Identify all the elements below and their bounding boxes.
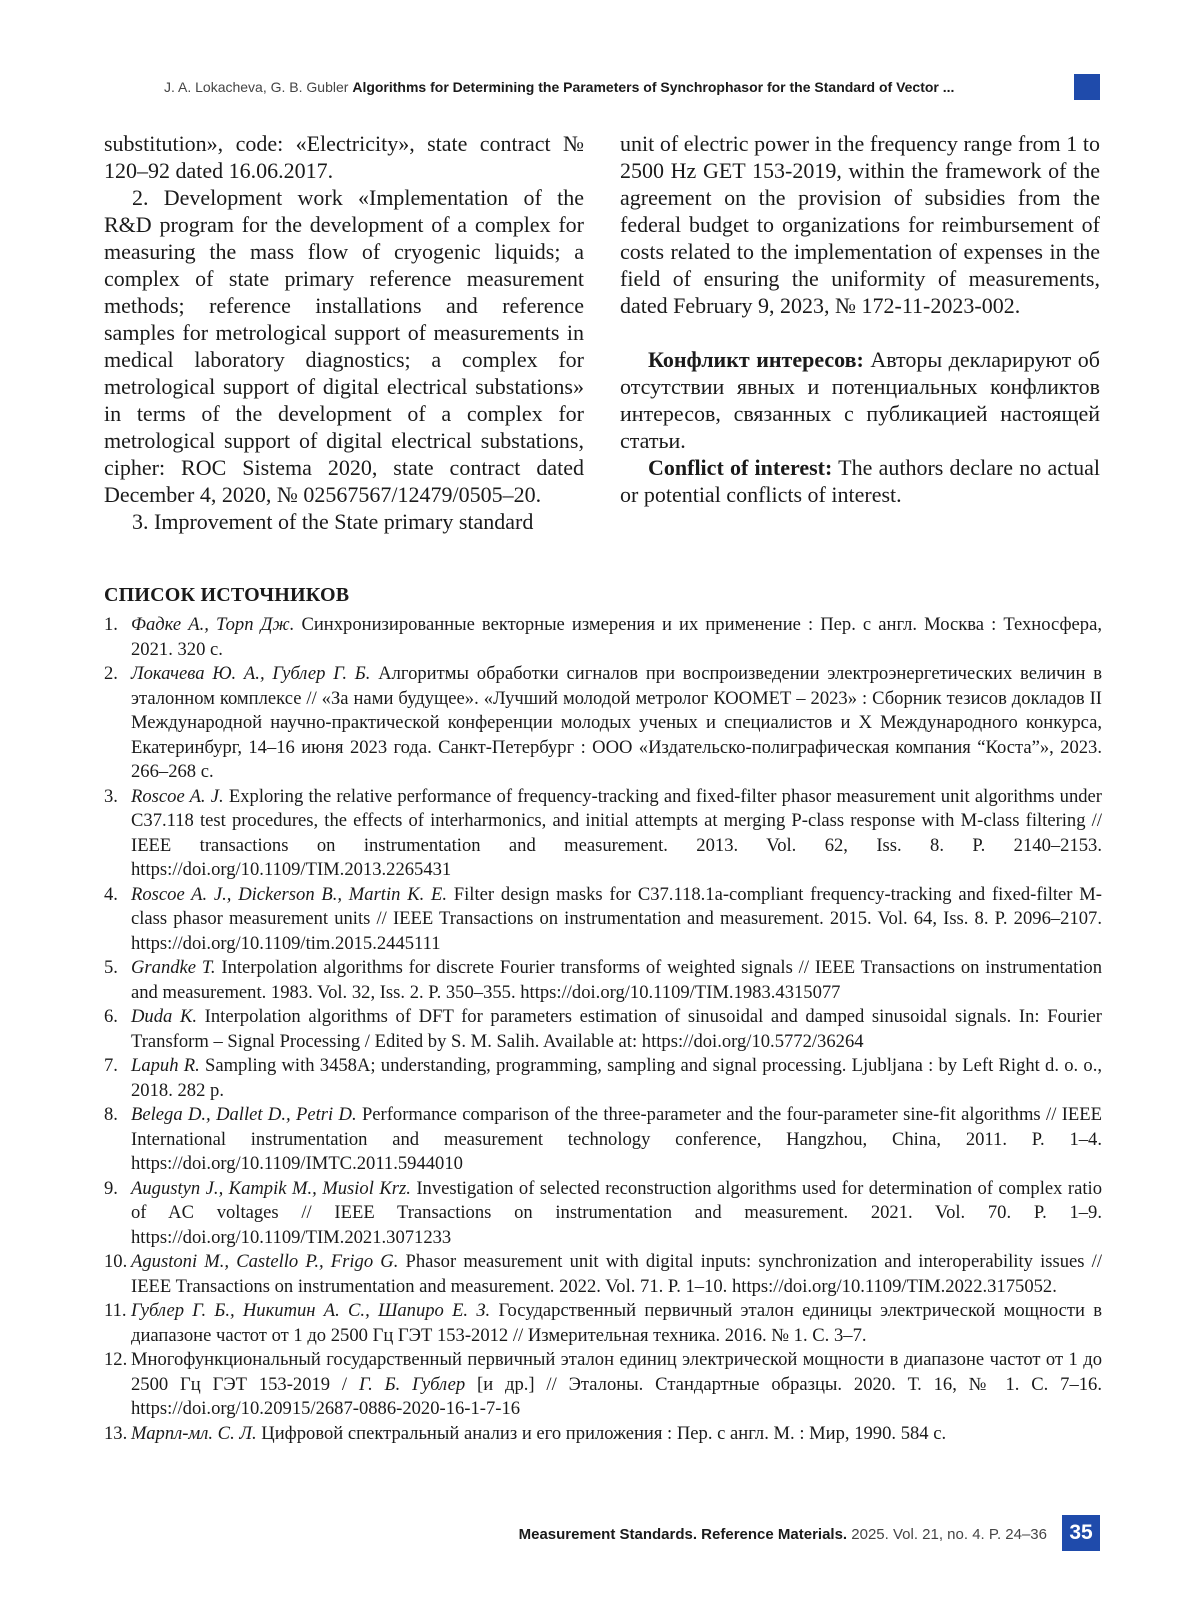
right-column [620, 130, 1100, 508]
reference-number: 6. [104, 1006, 118, 1027]
reference-text: Exploring the relative performance of frequency-tracking and fixed-filter phasor measurement unit algorithms under C37.118 test procedures, the effects of interharmonics, and initial attempts at merging P-class response with M-class filtering // IEEE transactions on instrumentation and measurement. 2013. Vol. 62, Iss. 8. P. 2140–2153. https://doi.org/10.1109/TIM.2013.2265431 [131, 785, 1102, 880]
reference-text: Sampling with 3458A; understanding, programming, sampling and signal processing. Ljubljana : by Left Right d. o. o., 2018. 282 p. [131, 1055, 1102, 1101]
reference-text: Цифровой спектральный анализ и его приложения : Пер. с англ. М. : Мир, 1990. 584 с. [261, 1422, 947, 1444]
reference-item [104, 1299, 1102, 1348]
header-title: Algorithms for Determining the Parameters of Synchrophasor for the Standard of Vector ... [352, 79, 955, 95]
reference-text: Phasor measurement unit with digital inputs: synchronization and interoperability issues // IEEE Transactions on instrumentation and measurement. 2022. Vol. 71. P. 1–10. https://doi.org/10.1109/TIM.2022.3175052. [131, 1251, 1103, 1297]
reference-number: 13. [104, 1422, 128, 1444]
reference-text: Государственный первичный эталон единицы электрической мощности в диапазоне частот от 1 до 2500 Гц ГЭТ 153-2012 // Измерительная техника. 2016. № 1. С. 3–7. [131, 1300, 1102, 1346]
reference-number: 11. [104, 1300, 127, 1321]
reference-item [104, 956, 1102, 1005]
reference-item [104, 1250, 1102, 1299]
reference-authors: Agustoni M., Castello P., Frigo G. [131, 1251, 399, 1272]
reference-authors: Локачева Ю. А., Гублер Г. Б. [131, 663, 371, 684]
reference-text-prefix: Многофункциональный государственный первичный эталон единиц электрической мощности в диапазоне частот от 1 до 2500 Гц ГЭТ 153-2019 / [131, 1349, 1102, 1395]
reference-text: Interpolation algorithms of DFT for parameters estimation of sinusoidal and damped sinusoidal signals. In: Fourier Transform – Signal Processing / Edited by S. M. Salih. Available at: https://doi.org/10.5772/36264 [131, 1006, 1102, 1052]
left-paragraph-3: 3. Improvement of the State primary standard [132, 509, 534, 534]
reference-authors: Augustyn J., Kampik M., Musiol Krz. [131, 1177, 411, 1199]
reference-text: Filter design masks for C37.118.1a-compliant frequency-tracking and fixed-filter M-class phasor measurement units // IEEE Transactions on instrumentation and measurement. 2015. Vol. 64, Iss. 8. P. 2096–2107. https://doi.org/10.1109/tim.2015.2445111 [131, 883, 1102, 954]
reference-item [104, 1177, 1102, 1251]
conflict-ru-label: Конфликт интересов: [648, 347, 864, 372]
reference-item [104, 785, 1102, 883]
paragraph-spacer [620, 319, 1100, 346]
page-number: 35 [1062, 1515, 1100, 1551]
reference-authors: Г. Б. Гублер [358, 1373, 466, 1395]
reference-item [104, 1054, 1102, 1103]
reference-text: [и др.] // Эталоны. Стандартные образцы. 2020. Т. 16, № 1. С. 7–16. https://doi.org/10.20915/2687-0886-2020-16-1-7-16 [131, 1373, 1103, 1419]
references-heading: СПИСОК ИСТОЧНИКОВ [104, 584, 350, 606]
reference-authors: Lapuh R. [131, 1055, 200, 1076]
footer-journal: Measurement Standards. Reference Materials. [518, 1526, 848, 1543]
right-paragraph-1: unit of electric power in the frequency range from 1 to 2500 Hz GET 153-2019, within the framework of the agreement on the provision of subsidies from the federal budget to organizations for reimbursement of costs related to the implementation of expenses in the field of ensuring the uniformity of measurements, dated February 9, 2023, № 172-11-2023-002. [620, 131, 1100, 318]
reference-authors: Grandke T. [131, 957, 216, 978]
reference-number: 3. [104, 785, 118, 807]
conflict-ru-text: Авторы декларируют об отсутствии явных и потенциальных конфликтов интересов, связанных с публикацией настоящей статьи. [620, 347, 1100, 453]
reference-text: Алгоритмы обработки сигналов при воспроизведении электроэнергетических величин в эталонном комплексе // «За нами будущее». «Лучший молодой метролог КООМЕТ – 2023» : Сборник тезисов докладов II Международной научно-практической конференции молодых ученых и специалистов и X Международного конкурса, Екатеринбург, 14–16 июня 2023 года. Санкт-Петербург : ООО «Издательско-полиграфическая компания “Коста”», 2023. 266–268 с. [131, 663, 1102, 782]
reference-number: 9. [104, 1177, 118, 1199]
reference-number: 5. [104, 957, 118, 978]
reference-item [104, 662, 1102, 785]
conflict-en-text: The authors declare no actual or potential conflicts of interest. [620, 455, 1100, 507]
reference-authors: Фадке А., Торп Дж. [131, 614, 295, 635]
reference-item [104, 1005, 1102, 1054]
reference-authors: Roscoe A. J. [131, 785, 224, 807]
reference-number: 2. [104, 663, 118, 684]
reference-authors: Марпл-мл. С. Л. [131, 1422, 257, 1444]
header-authors: J. A. Lokacheva, G. B. Gubler [164, 79, 349, 95]
reference-item [104, 1422, 1102, 1447]
reference-authors: Duda K. [131, 1006, 198, 1027]
references-list [104, 613, 1102, 1446]
reference-text: Interpolation algorithms for discrete Fourier transforms of weighted signals // IEEE Transactions on instrumentation and measurement. 1983. Vol. 32, Iss. 2. P. 350–355. https://doi.org/10.1109/TIM.1983.4315077 [131, 957, 1102, 1003]
reference-item [104, 1348, 1102, 1422]
running-header [164, 79, 1069, 95]
left-column [104, 130, 584, 535]
reference-text: Синхронизированные векторные измерения и их применение : Пер. с англ. Москва : Техносфера, 2021. 320 с. [131, 614, 1102, 660]
reference-authors: Belega D., Dallet D., Petri D. [131, 1104, 357, 1125]
footer-citation: 2025. Vol. 21, no. 4. P. 24–36 [851, 1526, 1047, 1543]
reference-number: 12. [104, 1349, 128, 1370]
reference-text: Investigation of selected reconstruction algorithms used for determination of complex ratio of AC voltages // IEEE Transactions on instrumentation and measurement. 2021. Vol. 70. P. 1–9. https://doi.org/10.1109/TIM.2021.3071233 [131, 1177, 1102, 1248]
left-paragraph-2: 2. Development work «Implementation of the R&D program for the development of a complex for measuring the mass flow of cryogenic liquids; a complex of state primary reference measurement methods; reference installations and reference samples for metrological support of measurements in medical laboratory diagnostics; a complex for metrological support of digital electrical substations» in terms of the development of a complex for metrological support of digital electrical substations, cipher: ROC Sistema 2020, state contract dated December 4, 2020, № 02567567/12479/0505–20. [104, 185, 584, 507]
left-paragraph-1: substitution», code: «Electricity», state contract № 120–92 dated 16.06.2017. [104, 131, 584, 183]
reference-item [104, 883, 1102, 957]
reference-number: 4. [104, 883, 118, 905]
header-accent-square [1074, 74, 1100, 100]
reference-number: 1. [104, 614, 118, 635]
conflict-en [620, 454, 1100, 508]
reference-authors: Roscoe A. J., Dickerson B., Martin K. E. [131, 883, 448, 905]
conflict-en-label: Conflict of interest: [648, 455, 833, 480]
reference-item [104, 1103, 1102, 1177]
reference-item [104, 613, 1102, 662]
conflict-ru [620, 346, 1100, 454]
reference-number: 7. [104, 1055, 118, 1076]
footer [480, 1526, 1047, 1543]
reference-number: 8. [104, 1104, 118, 1125]
reference-authors: Гублер Г. Б., Никитин А. С., Шапиро Е. З. [131, 1300, 491, 1321]
reference-number: 10. [104, 1251, 128, 1272]
reference-text: Performance comparison of the three-parameter and the four-parameter sine-fit algorithms // IEEE International instrumentation and measurement technology conference, Hangzhou, China, 2011. P. 1–4. https://doi.org/10.1109/IMTC.2011.5944010 [131, 1104, 1102, 1174]
